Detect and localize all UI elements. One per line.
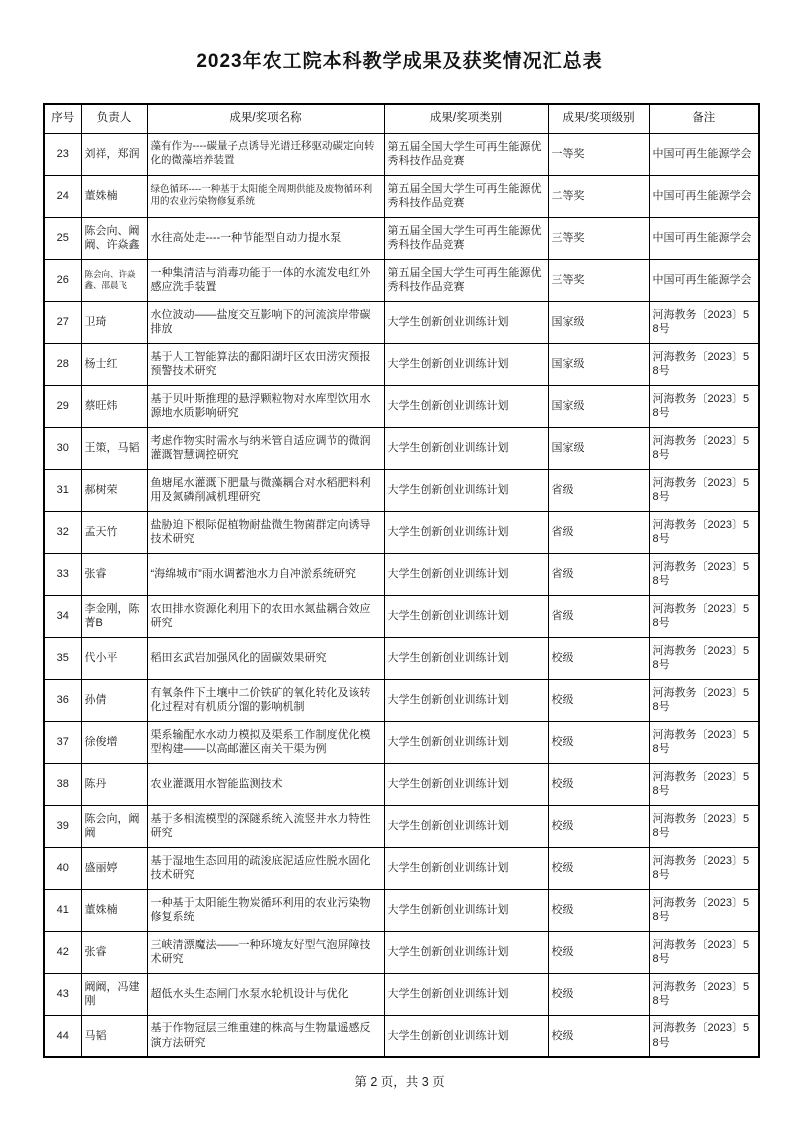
cell-level: 省级: [548, 595, 649, 637]
cell-owner: 陈会向、许焱鑫、邵晨飞: [81, 259, 147, 301]
cell-no: 30: [44, 427, 81, 469]
cell-note: 河海教务〔2023〕58号: [649, 301, 759, 343]
page-number: 第 2 页，共 3 页: [354, 1075, 445, 1089]
cell-level: 省级: [548, 511, 649, 553]
cell-level: 校级: [548, 889, 649, 931]
table-body: [44, 133, 759, 1057]
table-row: [44, 679, 759, 721]
cell-category: 大学生创新创业训练计划: [384, 511, 548, 553]
cell-owner: 蔡旺炜: [81, 385, 147, 427]
cell-name: 有氧条件下土壤中二价铁矿的氧化转化及该转化过程对有机质分馏的影响机制: [147, 679, 384, 721]
cell-note: 河海教务〔2023〕58号: [649, 511, 759, 553]
cell-no: 34: [44, 595, 81, 637]
col-header-note: 备注: [649, 104, 759, 133]
cell-level: 省级: [548, 553, 649, 595]
table-row: [44, 175, 759, 217]
cell-no: 26: [44, 259, 81, 301]
cell-owner: 张睿: [81, 931, 147, 973]
table-row: [44, 343, 759, 385]
cell-category: 大学生创新创业训练计划: [384, 721, 548, 763]
cell-category: 大学生创新创业训练计划: [384, 343, 548, 385]
table-row: [44, 217, 759, 259]
col-header-no: 序号: [44, 104, 81, 133]
cell-category: 大学生创新创业训练计划: [384, 805, 548, 847]
cell-category: 大学生创新创业训练计划: [384, 763, 548, 805]
cell-name: 藻有作为----碳量子点诱导光谱迁移驱动碳定向转化的微藻培养装置: [147, 133, 384, 175]
cell-category: 第五届全国大学生可再生能源优秀科技作品竞赛: [384, 217, 548, 259]
cell-owner: 张睿: [81, 553, 147, 595]
cell-owner: 陈会向、阚阚、许焱鑫: [81, 217, 147, 259]
cell-no: 23: [44, 133, 81, 175]
col-header-name: 成果/奖项名称: [147, 104, 384, 133]
cell-name: 鱼塘尾水灌溉下肥量与微藻耦合对水稻肥料利用及氮磷削减机理研究: [147, 469, 384, 511]
cell-name: 考虑作物实时需水与纳米管自适应调节的微润灌溉智慧调控研究: [147, 427, 384, 469]
cell-name: 一种基于太阳能生物炭循环利用的农业污染物修复系统: [147, 889, 384, 931]
cell-owner: 李金刚，陈菁B: [81, 595, 147, 637]
cell-note: 河海教务〔2023〕58号: [649, 889, 759, 931]
cell-note: 河海教务〔2023〕58号: [649, 343, 759, 385]
cell-note: 河海教务〔2023〕58号: [649, 385, 759, 427]
cell-level: 校级: [548, 805, 649, 847]
cell-name: 一种集清洁与消毒功能于一体的水流发电红外感应洗手装置: [147, 259, 384, 301]
awards-summary-table: [43, 103, 760, 1058]
cell-note: 河海教务〔2023〕58号: [649, 469, 759, 511]
cell-category: 大学生创新创业训练计划: [384, 553, 548, 595]
cell-owner: 马韬: [81, 1015, 147, 1057]
cell-owner: 董姝楠: [81, 889, 147, 931]
header-row: [44, 104, 759, 133]
cell-level: 校级: [548, 1015, 649, 1057]
cell-level: 国家级: [548, 427, 649, 469]
cell-level: 国家级: [548, 301, 649, 343]
cell-no: 32: [44, 511, 81, 553]
cell-note: 河海教务〔2023〕58号: [649, 973, 759, 1015]
col-header-level: 成果/奖项级别: [548, 104, 649, 133]
cell-level: 三等奖: [548, 217, 649, 259]
cell-level: 三等奖: [548, 259, 649, 301]
table-row: [44, 259, 759, 301]
cell-no: 36: [44, 679, 81, 721]
table-row: [44, 805, 759, 847]
cell-name: 水位波动——盐度交互影响下的河流滨岸带碳排放: [147, 301, 384, 343]
table-row: [44, 553, 759, 595]
table-row: [44, 133, 759, 175]
table-row: [44, 847, 759, 889]
cell-note: 河海教务〔2023〕58号: [649, 637, 759, 679]
cell-category: 大学生创新创业训练计划: [384, 427, 548, 469]
cell-name: 基于作物冠层三维重建的株高与生物量遥感反演方法研究: [147, 1015, 384, 1057]
cell-category: 大学生创新创业训练计划: [384, 931, 548, 973]
cell-note: 中国可再生能源学会: [649, 133, 759, 175]
table-row: [44, 973, 759, 1015]
cell-level: 省级: [548, 469, 649, 511]
cell-level: 校级: [548, 847, 649, 889]
cell-category: 大学生创新创业训练计划: [384, 973, 548, 1015]
cell-category: 大学生创新创业训练计划: [384, 301, 548, 343]
cell-no: 40: [44, 847, 81, 889]
cell-name: 农田排水资源化利用下的农田水氮盐耦合效应研究: [147, 595, 384, 637]
cell-category: 第五届全国大学生可再生能源优秀科技作品竞赛: [384, 175, 548, 217]
cell-category: 大学生创新创业训练计划: [384, 637, 548, 679]
table-row: [44, 721, 759, 763]
page-title: 2023年农工院本科教学成果及获奖情况汇总表: [196, 51, 603, 72]
cell-name: 水往高处走----一种节能型自动力提水泵: [147, 217, 384, 259]
cell-level: 校级: [548, 931, 649, 973]
col-header-owner: 负责人: [81, 104, 147, 133]
cell-owner: 陈丹: [81, 763, 147, 805]
table-row: [44, 427, 759, 469]
cell-name: 渠系输配水水动力模拟及渠系工作制度优化模型构建——以高邮灌区南关干渠为例: [147, 721, 384, 763]
cell-level: 校级: [548, 679, 649, 721]
cell-category: 大学生创新创业训练计划: [384, 1015, 548, 1057]
cell-owner: 孟天竹: [81, 511, 147, 553]
cell-owner: 董姝楠: [81, 175, 147, 217]
cell-category: 大学生创新创业训练计划: [384, 469, 548, 511]
cell-category: 大学生创新创业训练计划: [384, 385, 548, 427]
cell-owner: 代小平: [81, 637, 147, 679]
cell-no: 27: [44, 301, 81, 343]
cell-no: 28: [44, 343, 81, 385]
cell-level: 二等奖: [548, 175, 649, 217]
cell-category: 大学生创新创业训练计划: [384, 679, 548, 721]
table-row: [44, 595, 759, 637]
cell-note: 河海教务〔2023〕58号: [649, 553, 759, 595]
table-row: [44, 637, 759, 679]
cell-owner: 阚阚，冯建刚: [81, 973, 147, 1015]
cell-no: 33: [44, 553, 81, 595]
cell-no: 41: [44, 889, 81, 931]
cell-owner: 刘祥，郑润: [81, 133, 147, 175]
cell-level: 一等奖: [548, 133, 649, 175]
table-row: [44, 931, 759, 973]
cell-note: 河海教务〔2023〕58号: [649, 931, 759, 973]
table-row: [44, 301, 759, 343]
cell-owner: 徐俊增: [81, 721, 147, 763]
cell-note: 中国可再生能源学会: [649, 259, 759, 301]
cell-note: 河海教务〔2023〕58号: [649, 721, 759, 763]
cell-no: 39: [44, 805, 81, 847]
table-header: [44, 104, 759, 133]
col-header-category: 成果/奖项类别: [384, 104, 548, 133]
cell-note: 中国可再生能源学会: [649, 217, 759, 259]
cell-note: 河海教务〔2023〕58号: [649, 763, 759, 805]
table-row: [44, 385, 759, 427]
table-row: [44, 469, 759, 511]
cell-no: 24: [44, 175, 81, 217]
table-row: [44, 511, 759, 553]
cell-level: 校级: [548, 763, 649, 805]
cell-no: 37: [44, 721, 81, 763]
cell-category: 大学生创新创业训练计划: [384, 847, 548, 889]
cell-owner: 孙倩: [81, 679, 147, 721]
cell-no: 29: [44, 385, 81, 427]
cell-owner: 卫琦: [81, 301, 147, 343]
cell-note: 河海教务〔2023〕58号: [649, 595, 759, 637]
cell-name: 超低水头生态闸门水泵水轮机设计与优化: [147, 973, 384, 1015]
cell-category: 大学生创新创业训练计划: [384, 595, 548, 637]
cell-name: “海绵城市”雨水调蓄池水力自冲淤系统研究: [147, 553, 384, 595]
cell-owner: 盛丽婷: [81, 847, 147, 889]
cell-owner: 杨士红: [81, 343, 147, 385]
cell-name: 基于贝叶斯推理的悬浮颗粒物对水库型饮用水源地水质影响研究: [147, 385, 384, 427]
cell-level: 校级: [548, 637, 649, 679]
cell-level: 校级: [548, 721, 649, 763]
table-row: [44, 1015, 759, 1057]
cell-name: 稻田玄武岩加强风化的固碳效果研究: [147, 637, 384, 679]
cell-category: 大学生创新创业训练计划: [384, 889, 548, 931]
cell-category: 第五届全国大学生可再生能源优秀科技作品竞赛: [384, 133, 548, 175]
table-row: [44, 889, 759, 931]
cell-name: 盐胁迫下根际促植物耐盐微生物菌群定向诱导技术研究: [147, 511, 384, 553]
cell-no: 38: [44, 763, 81, 805]
cell-name: 基于人工智能算法的鄱阳湖圩区农田涝灾预报预警技术研究: [147, 343, 384, 385]
cell-no: 35: [44, 637, 81, 679]
cell-note: 河海教务〔2023〕58号: [649, 679, 759, 721]
cell-name: 农业灌溉用水智能监测技术: [147, 763, 384, 805]
cell-no: 25: [44, 217, 81, 259]
cell-note: 河海教务〔2023〕58号: [649, 427, 759, 469]
cell-note: 河海教务〔2023〕58号: [649, 805, 759, 847]
cell-name: 基于湿地生态回用的疏浚底泥适应性脱水固化技术研究: [147, 847, 384, 889]
cell-note: 河海教务〔2023〕58号: [649, 1015, 759, 1057]
cell-no: 31: [44, 469, 81, 511]
cell-no: 44: [44, 1015, 81, 1057]
cell-note: 中国可再生能源学会: [649, 175, 759, 217]
cell-name: 三峡清漂魔法——一种环境友好型气泡屏障技术研究: [147, 931, 384, 973]
cell-name: 绿色循环----一种基于太阳能全周期供能及废物循环利用的农业污染物修复系统: [147, 175, 384, 217]
cell-owner: 王策，马韬: [81, 427, 147, 469]
cell-level: 国家级: [548, 385, 649, 427]
cell-note: 河海教务〔2023〕58号: [649, 847, 759, 889]
cell-name: 基于多相流模型的深隧系统入流竖井水力特性研究: [147, 805, 384, 847]
cell-category: 第五届全国大学生可再生能源优秀科技作品竞赛: [384, 259, 548, 301]
cell-owner: 陈会向，阚阚: [81, 805, 147, 847]
cell-no: 42: [44, 931, 81, 973]
cell-level: 国家级: [548, 343, 649, 385]
table-row: [44, 763, 759, 805]
cell-owner: 郝树荣: [81, 469, 147, 511]
cell-no: 43: [44, 973, 81, 1015]
cell-level: 校级: [548, 973, 649, 1015]
